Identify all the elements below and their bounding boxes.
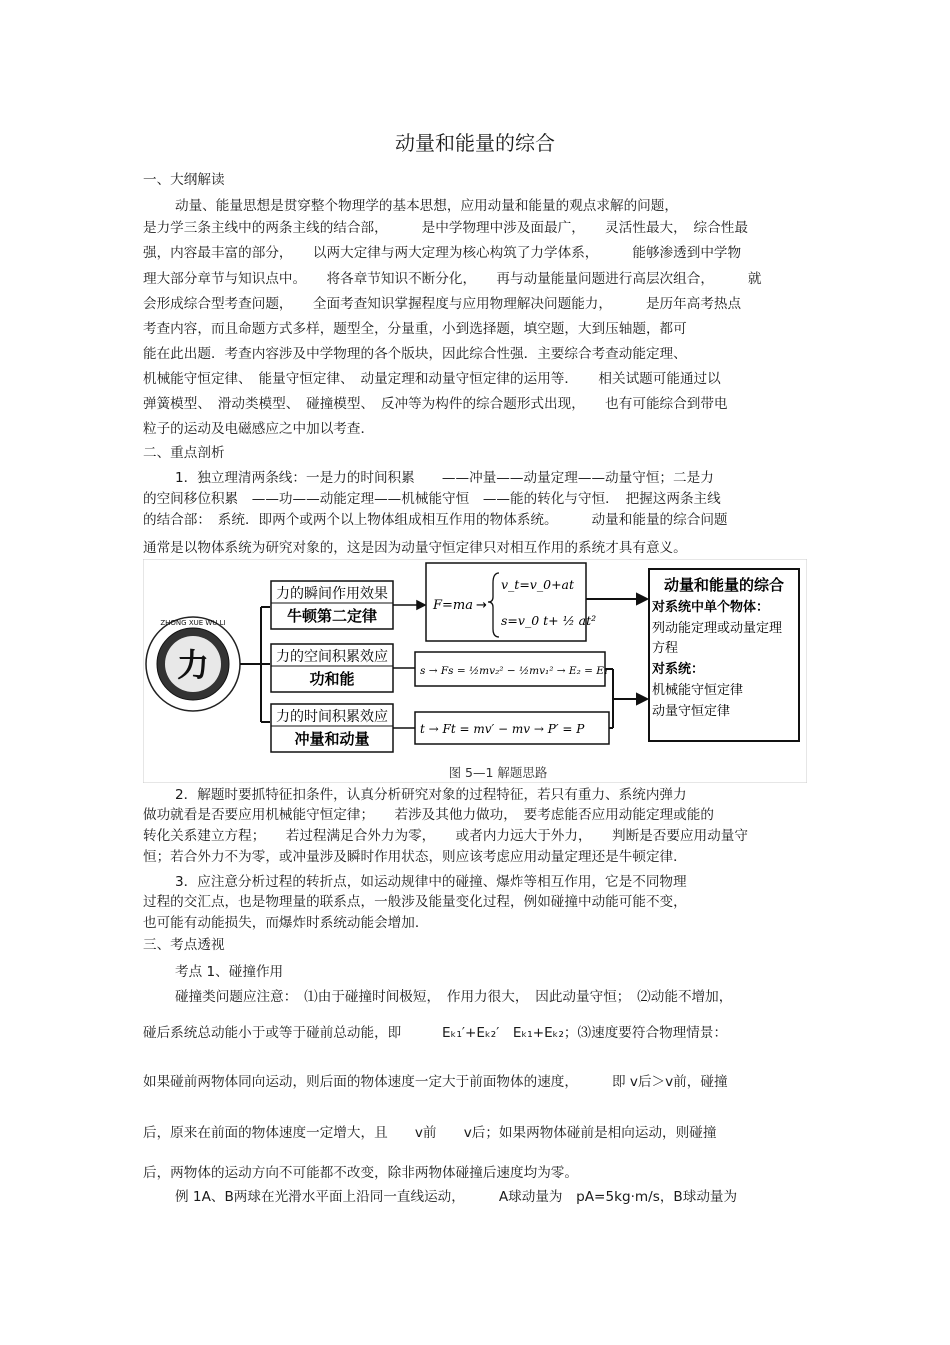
box3-bottom: 冲量和动量 [294, 730, 370, 748]
section-heading-1: 一、大纲解读 [143, 172, 225, 188]
box-work-energy [271, 644, 393, 692]
result-line: 机械能守恒定律 [652, 683, 744, 698]
paragraph-line: 2．解题时要抓特征扣条件，认真分析研究对象的过程特征，若只有重力、系统内弹力 [175, 787, 687, 803]
paragraph-line: 转化关系建立方程； 若过程满足合外力为零， 或者内力远大于外力， 判断是否要应用动量守 [143, 828, 748, 844]
paragraph-line: 也可能有动能损失，而爆炸时系统动能会增加． [143, 915, 429, 931]
paragraph-line: 考查内容，而且命题方式多样，题型全，分量重，小到选择题，填空题，大到压轴题，都可 [143, 321, 687, 337]
box1-bottom: 牛顿第二定律 [286, 607, 378, 625]
page-title: 动量和能量的综合 [395, 131, 555, 155]
paragraph-line: 粒子的运动及电磁感应之中加以考查． [143, 421, 375, 437]
example-line: 例 1A、B两球在光滑水平面上沿同一直线运动， A球动量为 pA=5kg·m/s，B球动量为 [175, 1189, 738, 1205]
figure-caption: 图 5—1 解题思路 [448, 765, 548, 780]
equation-box-2 [415, 652, 608, 686]
box1-top: 力的瞬间作用效果 [276, 586, 388, 602]
eq1-a: v_t=v_0+at [501, 577, 575, 592]
result-line: 列动能定理或动量定理 [652, 621, 783, 636]
section-heading-2: 二、重点剖析 [143, 445, 225, 461]
paragraph-line: 能在此出题．考查内容涉及中学物理的各个版块，因此综合性强．主要综合考查动能定理、 [143, 346, 687, 362]
result-line: 对系统中单个物体： [652, 600, 770, 615]
paragraph-line: 后，原来在前面的物体速度一定增大，且 v前 v后；如果两物体碰前是相向运动，则碰撞 [143, 1125, 717, 1141]
paragraph-line: 3．应注意分析过程的转折点，如运动规律中的碰撞、爆炸等相互作用，它是不同物理 [175, 874, 687, 890]
paragraph-line: 是力学三条主线中的两条主线的结合部， 是中学物理中涉及面最广， 灵活性最大， 综合性最 [143, 220, 748, 236]
eq2: s → Fs = ½mv₂² − ½mv₁² → E₂ = E₁ [420, 665, 609, 677]
paragraph-line: 1．独立理清两条线：一是力的时间积累 ——冲量——动量定理——动量守恒；二是力 [175, 470, 714, 486]
result-line: 方程 [652, 641, 679, 656]
logo-badge [146, 617, 240, 711]
equation-box-3 [415, 712, 609, 744]
paragraph-line: 强，内容最丰富的部分， 以两大定律与两大定理为核心构筑了力学体系， 能够渗透到中学物 [143, 245, 742, 261]
result-line: 对系统： [652, 662, 705, 677]
paragraph-line: 恒；若合外力不为零，或冲量涉及瞬时作用状态，则应该考虑应用动量定理还是牛顿定律． [143, 849, 687, 865]
paragraph-line: 机械能守恒定律、 能量守恒定律、 动量定理和动量守恒定律的运用等． 相关试题可能通过以 [143, 371, 721, 387]
paragraph-line: 动量、能量思想是贯穿整个物理学的基本思想，应用动量和能量的观点求解的问题， [175, 198, 678, 214]
paragraph-line: 弹簧模型、 滑动类模型、 碰撞模型、 反冲等为构件的综合题形式出现， 也有可能综合到带电 [143, 396, 728, 412]
box3-top: 力的时间积累效应 [276, 709, 388, 725]
result-line: 动量守恒定律 [652, 704, 731, 719]
paragraph-line: 做功就看是否要应用机械能守恒定律； 若涉及其他力做功， 要考虑能否应用动能定理或能的 [143, 807, 714, 823]
logo-char: 力 [176, 646, 210, 684]
box-newton [271, 581, 393, 629]
exam-point-title: 考点 1、碰撞作用 [175, 964, 284, 980]
eq1-b: s=v_0 t+ ½ at² [501, 613, 597, 628]
eq1-left: F=ma [433, 598, 473, 613]
equation-box-1 [426, 563, 596, 641]
solution-flow-diagram [143, 559, 807, 783]
result-box [649, 569, 799, 741]
box-impulse-momentum [271, 704, 393, 752]
paragraph-line: 后，两物体的运动方向不可能都不改变，除非两物体碰撞后速度均为零。 [143, 1165, 578, 1181]
svg-text:→: → [476, 598, 487, 613]
box2-bottom: 功和能 [309, 670, 355, 688]
paragraph-line: 的结合部： 系统．即两个或两个以上物体组成相互作用的物体系统。 动量和能量的综合问题 [143, 512, 728, 528]
section-heading-3: 三、考点透视 [143, 937, 225, 953]
paragraph-line: 理大部分章节与知识点中。 将各章节知识不断分化， 再与动量能量问题进行高层次组合， 就 [143, 271, 762, 287]
logo-ring-text: ZHONG XUE WU LI [160, 619, 226, 627]
paragraph-line: 碰撞类问题应注意： ⑴由于碰撞时间极短， 作用力很大， 因此动量守恒； ⑵动能不增加， [175, 989, 733, 1005]
paragraph-line: 通常是以物体系统为研究对象的，这是因为动量守恒定律只对相互作用的系统才具有意义。 [143, 540, 687, 556]
paragraph-line: 碰后系统总动能小于或等于碰前总动能，即 Eₖ₁′+Eₖ₂′ Eₖ₁+Eₖ₂；⑶速度要符合物理情景： [143, 1025, 728, 1041]
paragraph-line: 如果碰前两物体同向运动，则后面的物体速度一定大于前面物体的速度， 即 v后＞v前，碰撞 [143, 1074, 728, 1090]
result-title: 动量和能量的综合 [663, 576, 785, 594]
paragraph-line: 的空间移位积累 ——功——动能定理——机械能守恒 ——能的转化与守恒． 把握这两条主线 [143, 491, 721, 507]
paragraph-line: 会形成综合型考查问题， 全面考查知识掌握程度与应用物理解决问题能力， 是历年高考热点 [143, 296, 742, 312]
eq3: t → Ft = mv′ − mv → P′ = P [420, 722, 585, 736]
paragraph-line: 过程的交汇点，也是物理量的联系点，一般涉及能量变化过程，例如碰撞中动能可能不变， [143, 894, 687, 910]
box2-top: 力的空间积累效应 [276, 649, 388, 665]
